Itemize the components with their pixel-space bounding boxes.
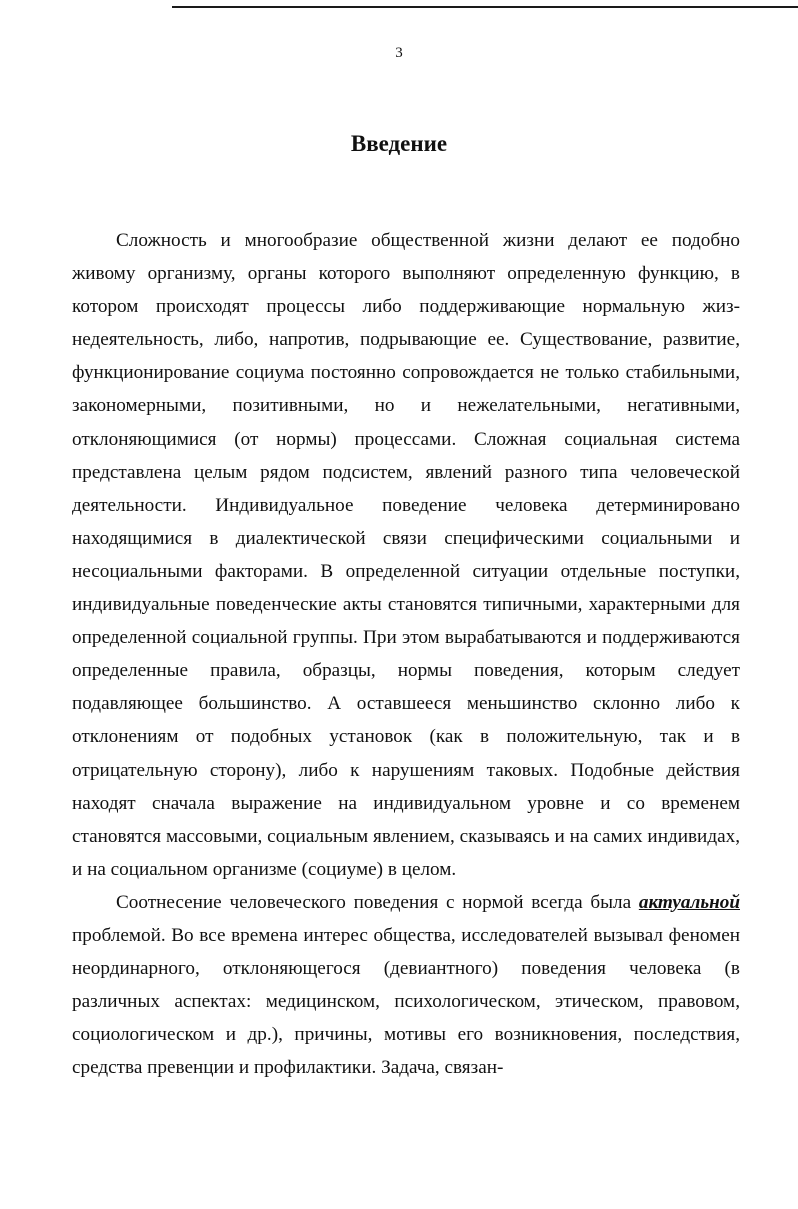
page-title: Введение: [350, 131, 448, 156]
paragraph-2-rest: проблемой. Во все времена интерес общества, исследователей вызывал феномен неординарного, отклоняющегося (девиантного) поведения человека (в различных аспектах: медицинском, психологическом, этическом, правовом, социологическом и др.), причины, мотивы его возникновения, последствия, средства превенции и профилактики. Задача, связан-: [72, 924, 740, 1079]
paragraph-1: Сложность и многообразие общественной жизни делают ее подобно живому организму, органы которого выполняют определенную функцию, в котором происходят процессы либо поддерживающие нормальную жизнедеятельность, либо, напротив, подрывающие ее. Существование, развитие, функционирование социума постоянно сопровождается не только стабильными, закономерными, позитивными, но и нежелательными, негативными, отклоняющимися (от нормы) процессами. Сложная социальная система представлена целым рядом подсистем, явлений разного типа человеческой деятельности. Индивидуальное поведение человека детерминировано находящимися в диалектической связи специфическими социальными и несоциальными факторами. В определенной ситуации отдельные поступки, индивидуальные поведенческие акты становятся типичными, характерными для определенной социальной группы. При этом вырабатываются и поддерживаются определенные правила, образцы, нормы поведения, которым следует подавляющее большинство. А оставшееся меньшинство склонно либо к отклонениям от подобных установок (как в положительную, так и в отрицательную сторону), либо к нарушениям таковых. Подобные действия находят сначала выражение на индивидуальном уровне и со временем становятся массовыми, социальным явлением, сказываясь и на самих индивидах, и на социальном организме (социуме) в целом.: [72, 230, 740, 880]
top-rule: [172, 6, 798, 8]
paragraph-2-start: Соотнесение человеческого поведения с нормой всегда была: [116, 891, 639, 913]
emphasized-word: актуальной: [638, 891, 740, 913]
body-text: [72, 224, 740, 1084]
page-number: 3: [395, 45, 403, 61]
paragraph-2: [72, 886, 740, 1085]
